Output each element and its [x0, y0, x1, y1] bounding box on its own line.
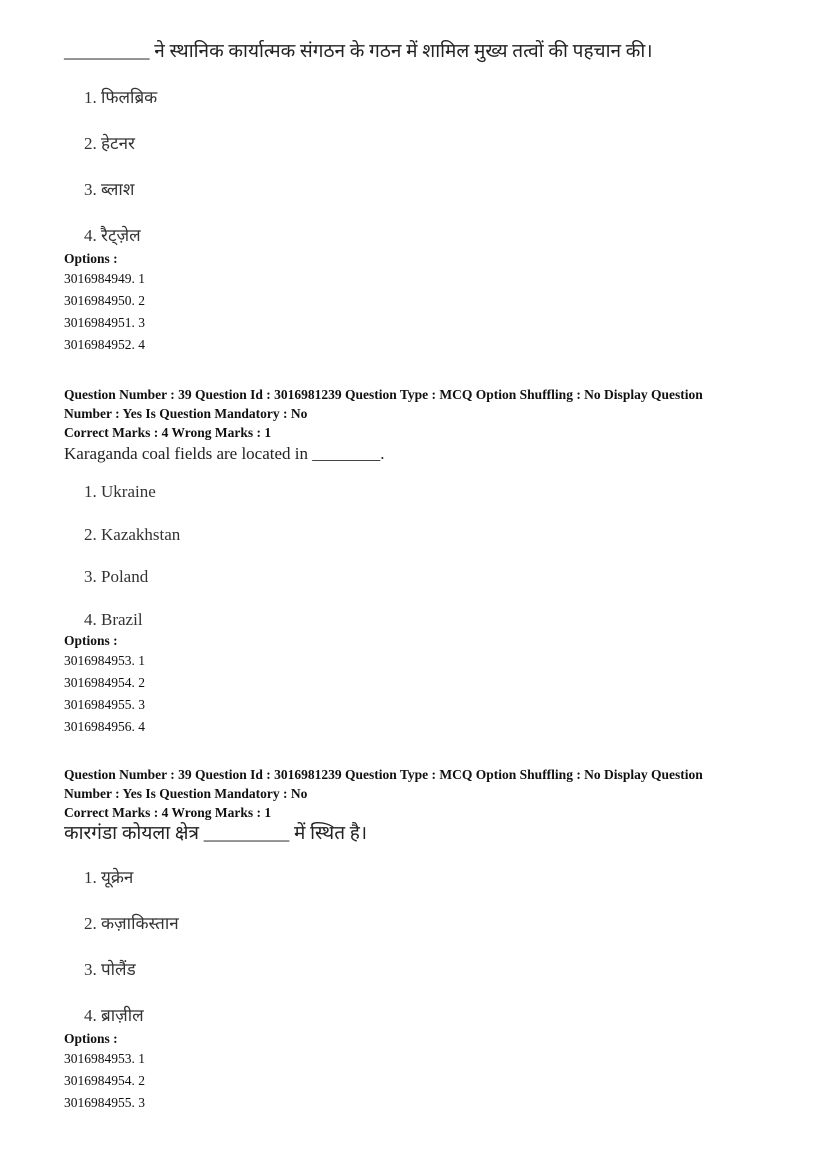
choice-1: 1. फिलब्रिक	[84, 88, 158, 107]
options-label: Options :	[64, 632, 118, 648]
options-label: Options :	[64, 251, 118, 266]
choice-3: 3. ब्लाश	[84, 180, 135, 199]
options-label: Options :	[64, 1031, 118, 1046]
meta-line: Correct Marks : 4 Wrong Marks : 1	[64, 805, 272, 820]
option-row: 3016984954. 2	[64, 674, 145, 690]
option-row: 3016984950. 2	[64, 293, 145, 308]
meta-line: Number : Yes Is Question Mandatory : No	[64, 786, 308, 801]
choice-2: 2. हेटनर	[84, 134, 135, 153]
question-meta	[64, 385, 774, 442]
choice-3: 3. पोलैंड	[84, 960, 136, 979]
choice-4: 4. ब्राज़ील	[84, 1006, 144, 1025]
option-row: 3016984955. 3	[64, 696, 145, 712]
choice-2: 2. कज़ाकिस्तान	[84, 914, 179, 933]
option-row: 3016984955. 3	[64, 1095, 145, 1110]
choice-1: 1. यूक्रेन	[84, 868, 134, 887]
option-row: 3016984954. 2	[64, 1073, 145, 1088]
choice-1: 1. Ukraine	[84, 482, 156, 501]
option-row: 3016984951. 3	[64, 315, 145, 330]
option-row: 3016984953. 1	[64, 652, 145, 668]
option-row: 3016984956. 4	[64, 718, 145, 734]
choice-4: 4. रैट्ज़ेल	[84, 226, 141, 245]
question-block-3	[64, 765, 774, 1114]
question-text: Karaganda coal fields are located in ________.	[64, 444, 385, 463]
option-row: 3016984952. 4	[64, 337, 145, 352]
question-block-2	[64, 385, 774, 738]
question-meta	[64, 765, 774, 822]
choice-4: 4. Brazil	[84, 609, 143, 629]
meta-line: Number : Yes Is Question Mandatory : No	[64, 406, 308, 421]
meta-line: Question Number : 39 Question Id : 3016981239 Question Type : MCQ Option Shuffling : No Display Question	[64, 767, 703, 782]
choice-2: 2. Kazakhstan	[84, 524, 181, 544]
choice-3: 3. Poland	[84, 567, 149, 586]
option-row: 3016984953. 1	[64, 1051, 145, 1066]
meta-line: Question Number : 39 Question Id : 3016981239 Question Type : MCQ Option Shuffling : No Display Question	[64, 387, 703, 402]
question-text: _________ ने स्थानिक कार्यात्मक संगठन के गठन में शामिल मुख्य तत्वों की पहचान की।	[64, 41, 653, 62]
question-block-1	[64, 40, 774, 356]
option-row: 3016984949. 1	[64, 271, 145, 286]
question-text: कारगंडा कोयला क्षेत्र _________ में स्थित है।	[64, 823, 368, 844]
meta-line: Correct Marks : 4 Wrong Marks : 1	[64, 425, 272, 440]
